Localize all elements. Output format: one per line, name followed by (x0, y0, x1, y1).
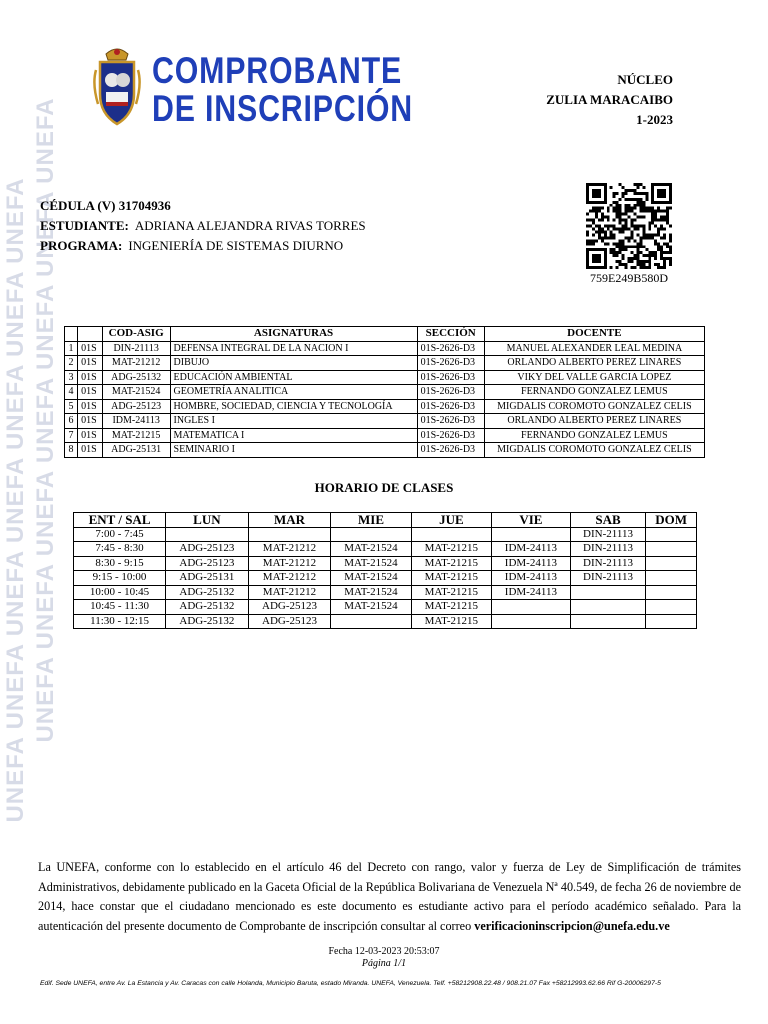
schedule-cell (248, 527, 331, 542)
subjects-header-cell (65, 327, 78, 342)
subject-cell: 01S-2626-D3 (417, 385, 484, 400)
schedule-cell: MAT-21215 (411, 542, 491, 557)
document-title (152, 52, 413, 128)
schedule-cell: MAT-21524 (331, 571, 411, 586)
subject-cell: 3 (65, 370, 78, 385)
schedule-cell (411, 527, 491, 542)
schedule-row (74, 527, 697, 542)
subject-cell: 4 (65, 385, 78, 400)
subject-cell: IDM-24113 (102, 414, 170, 429)
schedule-cell: IDM-24113 (492, 542, 571, 557)
unefa-crest-logo (92, 44, 142, 132)
subjects-header-cell: COD-ASIG (102, 327, 170, 342)
subject-cell: 01S (78, 341, 103, 356)
schedule-cell: IDM-24113 (492, 556, 571, 571)
schedule-header-cell: SAB (570, 513, 646, 528)
schedule-cell (646, 585, 697, 600)
schedule-cell: ADG-25132 (166, 600, 249, 615)
subject-cell: ORLANDO ALBERTO PEREZ LINARES (484, 414, 704, 429)
subjects-header-row (65, 327, 705, 342)
schedule-cell (166, 527, 249, 542)
schedule-cell (570, 614, 646, 629)
page-number: Página 1/1 (361, 958, 407, 969)
subject-cell: MAT-21524 (102, 385, 170, 400)
subject-cell: 6 (65, 414, 78, 429)
schedule-cell: MAT-21215 (411, 585, 491, 600)
subject-row (65, 414, 705, 429)
watermark-text: UNEFA UNEFA UNEFA UNEFA UNEFA UNEFA UNEFA (32, 97, 59, 743)
schedule-cell: MAT-21212 (248, 556, 331, 571)
schedule-cell: MAT-21212 (248, 571, 331, 586)
subject-cell: 01S (78, 414, 103, 429)
subject-row (65, 341, 705, 356)
schedule-cell (331, 614, 411, 629)
schedule-cell: 7:45 - 8:30 (74, 542, 166, 557)
subject-cell: 2 (65, 356, 78, 371)
subject-cell: ADG-25123 (102, 399, 170, 414)
verification-email[interactable]: verificacioninscripcion@unefa.edu.ve (474, 918, 670, 933)
watermark-text: UNEFA UNEFA UNEFA UNEFA UNEFA UNEFA UNEFA (2, 177, 29, 823)
schedule-header-cell: VIE (492, 513, 571, 528)
subject-row (65, 370, 705, 385)
subject-cell: VIKY DEL VALLE GARCIA LOPEZ (484, 370, 704, 385)
subject-cell: INGLES I (170, 414, 417, 429)
schedule-row (74, 556, 697, 571)
qr-code-icon (586, 183, 672, 269)
schedule-cell: MAT-21524 (331, 600, 411, 615)
schedule-cell: MAT-21215 (411, 600, 491, 615)
subject-cell: HOMBRE, SOCIEDAD, CIENCIA Y TECNOLOGÍA (170, 399, 417, 414)
subject-cell: MIGDALIS COROMOTO GONZALEZ CELIS (484, 443, 704, 458)
subject-cell: DIBUJO (170, 356, 417, 371)
schedule-cell: MAT-21212 (248, 542, 331, 557)
subject-cell: MATEMATICA I (170, 428, 417, 443)
subject-cell: ADG-25131 (102, 443, 170, 458)
cedula: CÉDULA (V) 31704936 (40, 198, 171, 213)
subject-cell: DIN-21113 (102, 341, 170, 356)
subject-cell: 01S (78, 370, 103, 385)
schedule-cell: DIN-21113 (570, 571, 646, 586)
subject-row (65, 428, 705, 443)
subject-cell: 01S (78, 428, 103, 443)
subject-cell: 01S (78, 399, 103, 414)
student-label: ESTUDIANTE: (40, 218, 129, 233)
schedule-header-row (74, 513, 697, 528)
nucleo-block (546, 70, 673, 130)
schedule-cell: 10:00 - 10:45 (74, 585, 166, 600)
schedule-cell (646, 600, 697, 615)
schedule-cell (646, 571, 697, 586)
nucleo-label: NÚCLEO (617, 72, 673, 87)
subject-cell: FERNANDO GONZALEZ LEMUS (484, 385, 704, 400)
subject-cell: MANUEL ALEXANDER LEAL MEDINA (484, 341, 704, 356)
subject-cell: 7 (65, 428, 78, 443)
schedule-cell: ADG-25123 (248, 614, 331, 629)
subject-cell: ORLANDO ALBERTO PEREZ LINARES (484, 356, 704, 371)
schedule-cell: MAT-21524 (331, 556, 411, 571)
schedule-cell: 11:30 - 12:15 (74, 614, 166, 629)
schedule-cell (570, 585, 646, 600)
schedule-cell: MAT-21215 (411, 571, 491, 586)
schedule-cell: DIN-21113 (570, 527, 646, 542)
student-name: ADRIANA ALEJANDRA RIVAS TORRES (134, 218, 366, 233)
schedule-cell: MAT-21524 (331, 585, 411, 600)
schedule-title: HORARIO DE CLASES (314, 480, 454, 495)
subject-row (65, 399, 705, 414)
schedule-row (74, 600, 697, 615)
subject-cell: MAT-21212 (102, 356, 170, 371)
schedule-cell: ADG-25123 (166, 542, 249, 557)
schedule-cell: DIN-21113 (570, 556, 646, 571)
schedule-cell: 9:15 - 10:00 (74, 571, 166, 586)
schedule-cell (331, 527, 411, 542)
subject-cell: 01S-2626-D3 (417, 356, 484, 371)
subject-cell: 01S-2626-D3 (417, 341, 484, 356)
schedule-row (74, 585, 697, 600)
schedule-row (74, 542, 697, 557)
schedule-header-cell: LUN (166, 513, 249, 528)
subject-cell: GEOMETRÍA ANALITICA (170, 385, 417, 400)
schedule-header-cell: MIE (331, 513, 411, 528)
subject-cell: 01S-2626-D3 (417, 443, 484, 458)
subject-cell: ADG-25132 (102, 370, 170, 385)
subject-row (65, 385, 705, 400)
subject-row (65, 443, 705, 458)
subject-cell: 01S (78, 385, 103, 400)
subject-cell: 01S (78, 443, 103, 458)
schedule-cell: MAT-21215 (411, 614, 491, 629)
subject-cell: 01S-2626-D3 (417, 414, 484, 429)
schedule-cell: MAT-21524 (331, 542, 411, 557)
subject-cell: 1 (65, 341, 78, 356)
schedule-cell (646, 542, 697, 557)
subject-cell: 5 (65, 399, 78, 414)
schedule-cell (646, 556, 697, 571)
academic-period: 1-2023 (636, 112, 673, 127)
schedule-cell: MAT-21212 (248, 585, 331, 600)
legal-text: La UNEFA, conforme con lo establecido en el artículo 46 del Decreto con rango, valor y fuerza de Ley de Simplificación de trámites Administrativos, debidamente publicado en la Gaceta Oficial de la República Bolivariana de Venezuela Nª 40.549, de fecha 26 de noviembre de 2014, hace constar que el ciudadano mencionado es este documento es estudiante activo para el período académico señalado. Para la autenticación del presente documento de Comprobante de inscripción consultar al correo (38, 860, 741, 933)
subject-cell: SEMINARIO I (170, 443, 417, 458)
schedule-cell: MAT-21215 (411, 556, 491, 571)
subject-cell: FERNANDO GONZALEZ LEMUS (484, 428, 704, 443)
schedule-cell (646, 527, 697, 542)
subject-cell: MIGDALIS COROMOTO GONZALEZ CELIS (484, 399, 704, 414)
schedule-header-cell: JUE (411, 513, 491, 528)
schedule-table (73, 512, 697, 629)
schedule-cell (492, 600, 571, 615)
subject-row (65, 356, 705, 371)
schedule-cell: ADG-25123 (248, 600, 331, 615)
footer-address: Edif. Sede UNEFA, entre Av. La Estancia y Av. Caracas con calle Holanda, Municipio Baruta, estado Miranda. UNEFA, Venezuela. Telf. +58212908.22.48 / 908.21.07 Fax +58212993.62.66 Rif G-20006297-5 (40, 980, 661, 987)
schedule-cell (492, 614, 571, 629)
qr-code-text: 759E249B580D (590, 271, 668, 285)
schedule-cell: ADG-25131 (166, 571, 249, 586)
issue-date: Fecha 12-03-2023 20:53:07 (328, 946, 440, 957)
schedule-cell: 8:30 - 9:15 (74, 556, 166, 571)
subjects-header-cell (78, 327, 103, 342)
schedule-cell: 7:00 - 7:45 (74, 527, 166, 542)
subject-cell: DEFENSA INTEGRAL DE LA NACION I (170, 341, 417, 356)
schedule-cell (570, 600, 646, 615)
student-info (40, 196, 366, 256)
schedule-header-cell: ENT / SAL (74, 513, 166, 528)
nucleo-name: ZULIA MARACAIBO (546, 92, 673, 107)
schedule-cell: IDM-24113 (492, 571, 571, 586)
schedule-cell: ADG-25132 (166, 614, 249, 629)
subjects-header-cell: DOCENTE (484, 327, 704, 342)
subject-cell: 01S-2626-D3 (417, 370, 484, 385)
schedule-cell: ADG-25123 (166, 556, 249, 571)
subjects-header-cell: SECCIÓN (417, 327, 484, 342)
issue-date-block (0, 946, 768, 970)
subject-cell: 01S-2626-D3 (417, 428, 484, 443)
schedule-row (74, 614, 697, 629)
program-label: PROGRAMA: (40, 238, 123, 253)
subject-cell: MAT-21215 (102, 428, 170, 443)
schedule-row (74, 571, 697, 586)
schedule-header-cell: DOM (646, 513, 697, 528)
title-line-2: DE INSCRIPCIÓN (152, 88, 413, 129)
schedule-cell: DIN-21113 (570, 542, 646, 557)
watermark-column (2, 0, 30, 1024)
program-name: INGENIERÍA DE SISTEMAS DIURNO (128, 238, 344, 253)
subject-cell: 8 (65, 443, 78, 458)
subject-cell: EDUCACIÓN AMBIENTAL (170, 370, 417, 385)
schedule-cell: ADG-25132 (166, 585, 249, 600)
schedule-cell (492, 527, 571, 542)
subject-cell: 01S (78, 356, 103, 371)
schedule-cell: 10:45 - 11:30 (74, 600, 166, 615)
subjects-header-cell: ASIGNATURAS (170, 327, 417, 342)
title-line-1: COMPROBANTE (152, 50, 403, 91)
schedule-cell (646, 614, 697, 629)
legal-statement (38, 858, 741, 936)
schedule-cell: IDM-24113 (492, 585, 571, 600)
schedule-header-cell: MAR (248, 513, 331, 528)
subjects-table (64, 326, 705, 458)
subject-cell: 01S-2626-D3 (417, 399, 484, 414)
